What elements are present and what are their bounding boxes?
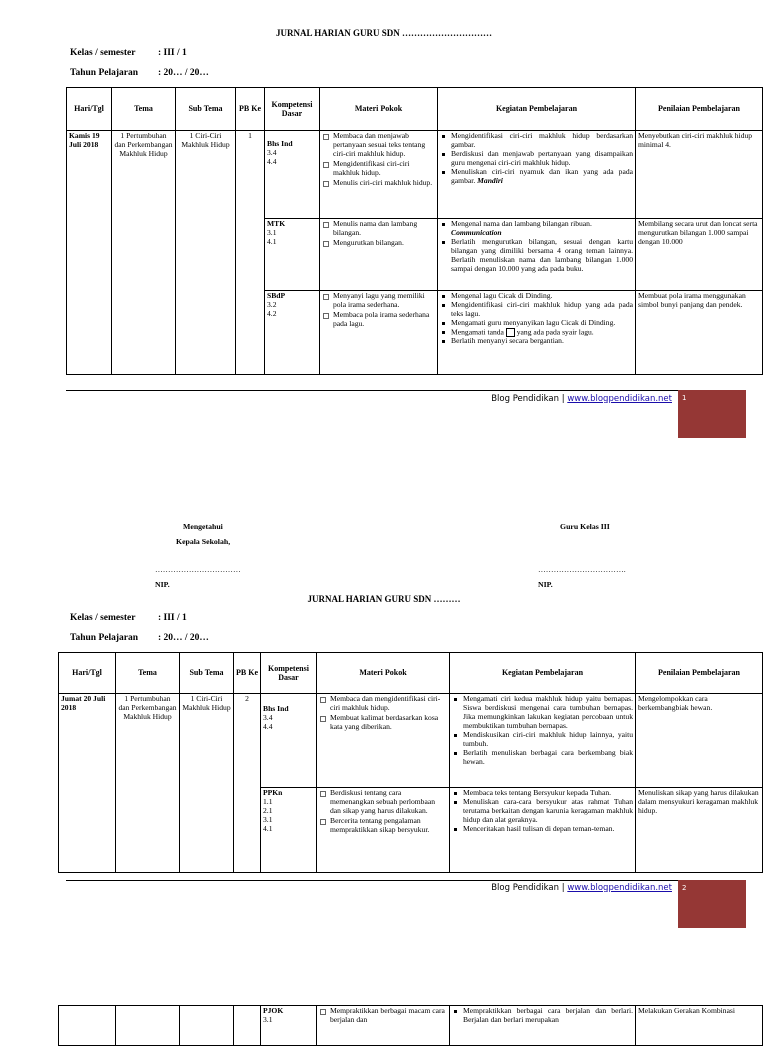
kd-item: 4.1 bbox=[263, 823, 273, 833]
page-number-box-2 bbox=[678, 880, 746, 928]
hari-cell bbox=[59, 1006, 116, 1046]
header-kd: Kompetensi Dasar bbox=[261, 653, 317, 694]
signature-line-right: ……………………………. bbox=[538, 565, 626, 574]
materi-item: Mengidentifikasi ciri-ciri makhluk hidup. bbox=[322, 160, 435, 178]
hari-cell: Jumat 20 Juli 2018 bbox=[59, 694, 116, 873]
pb-cell bbox=[234, 1006, 261, 1046]
penilaian-cell: Membilang secara urut dan loncat serta mengurutkan bilangan 1.000 sampai dengan 10.000 bbox=[636, 219, 763, 291]
kegiatan-item: Mengidentifikasi ciri-ciri makhluk hidup yang ada pada teks lagu. bbox=[440, 301, 633, 319]
kegiatan-item: Berlatih menuliskan berbagai cara berkembang biak hewan. bbox=[452, 749, 633, 767]
kd-item: 3.4 bbox=[267, 147, 277, 157]
subtema-cell: 1 Ciri-Ciri Makhluk Hidup bbox=[180, 694, 234, 873]
nip-left: NIP. bbox=[155, 580, 170, 589]
kelas-label: Kelas / semester bbox=[70, 48, 136, 58]
materi-item: Berdiskusi tentang cara memenangkan sebuah perlombaan dan sikap yang harus dilakukan. bbox=[319, 789, 447, 816]
materi-cell bbox=[317, 788, 450, 873]
tema-cell: 1 Pertumbuhan dan Perkembangan Makhluk Hidup bbox=[112, 131, 176, 375]
tahun-label: Tahun Pelajaran bbox=[70, 633, 139, 643]
penilaian-cell: Melakukan Gerakan Kombinasi bbox=[636, 1006, 763, 1046]
header-tema: Tema bbox=[116, 653, 180, 694]
kelas-value: : III / 1 bbox=[158, 48, 187, 58]
kegiatan-emphasis: Communication bbox=[451, 227, 502, 237]
footer-link[interactable]: www.blogpendidikan.net bbox=[567, 883, 672, 893]
kd-item: 3.1 bbox=[267, 227, 277, 237]
kegiatan-item: Menuliskan ciri-ciri nyamuk dan ikan yang ada pada gambar. Mandiri bbox=[440, 168, 633, 186]
kd-item: 4.4 bbox=[263, 721, 273, 731]
kd-item: 4.1 bbox=[267, 236, 277, 246]
kegiatan-item: Mengenal nama dan lambang bilangan ribuan. Communication bbox=[440, 220, 633, 238]
tema-cell: 1 Pertumbuhan dan Perkembangan Makhluk Hidup bbox=[116, 694, 180, 873]
header-penilaian: Penilaian Pembelajaran bbox=[636, 653, 763, 694]
kegiatan-item: Berlatih mengurutkan bilangan, sesuai dengan kartu bilangan yang dimiliki bersama 4 orang teman lainnya. Berlatih menuliskan nama dan lambang bilangan 1.000 sampai dengan 10.000 yang ada pada buku. bbox=[440, 238, 633, 274]
footer-text: Blog Pendidikan | bbox=[491, 883, 565, 893]
footer-1 bbox=[491, 394, 672, 404]
materi-item: Menyanyi lagu yang memiliki pola irama sederhana. bbox=[322, 292, 435, 310]
kegiatan-item: Mengamati tanda yang ada pada syair lagu. bbox=[440, 328, 633, 337]
footer-rule-1 bbox=[66, 390, 678, 391]
header-hari: Hari/Tgl bbox=[59, 653, 116, 694]
mapel-label: SBdP bbox=[267, 291, 286, 300]
tahun-value: : 20… / 20… bbox=[158, 633, 209, 643]
materi-cell bbox=[317, 1006, 450, 1046]
mapel-label: PJOK bbox=[263, 1006, 284, 1015]
kd-item: 3.2 bbox=[267, 299, 277, 309]
materi-item: Membaca dan menjawab pertanyaan sesuai teks tentang ciri-ciri makhluk hidup. bbox=[322, 132, 435, 159]
materi-item: Membaca dan mengidentifikasi ciri-ciri makhluk hidup. bbox=[319, 695, 447, 713]
pb-cell: 1 bbox=[236, 131, 265, 375]
kegiatan-cell bbox=[438, 219, 636, 291]
kelas-row-1 bbox=[70, 48, 187, 58]
header-subtema: Sub Tema bbox=[176, 88, 236, 131]
journal-table-2 bbox=[58, 652, 763, 873]
kd-cell bbox=[261, 694, 317, 788]
kegiatan-item: Mendiskusikan ciri-ciri makhluk hidup lainnya, yaitu tumbuh. bbox=[452, 731, 633, 749]
kd-item: 2.1 bbox=[263, 805, 273, 815]
penilaian-cell: Menuliskan sikap yang harus dilakukan dalam mensyukuri keragaman makhluk hidup. bbox=[636, 788, 763, 873]
page-title-1: JURNAL HARIAN GURU SDN ………………………… bbox=[275, 28, 492, 38]
materi-cell bbox=[320, 131, 438, 219]
kd-cell bbox=[265, 131, 320, 219]
page-number-box-1 bbox=[678, 390, 746, 438]
kelas-value: : III / 1 bbox=[158, 613, 187, 623]
header-subtema: Sub Tema bbox=[180, 653, 234, 694]
kd-cell bbox=[265, 291, 320, 375]
tahun-row-2 bbox=[70, 633, 209, 643]
header-pb: PB Ke bbox=[236, 88, 265, 131]
kegiatan-item: Mempraktikkan berbagai cara berjalan dan berlari. Berjalan dan berlari merupakan bbox=[452, 1007, 633, 1025]
header-hari: Hari/Tgl bbox=[67, 88, 112, 131]
materi-item: Membuat kalimat berdasarkan kosa kata yang diberikan. bbox=[319, 714, 447, 732]
header-pb: PB Ke bbox=[234, 653, 261, 694]
mapel-label: Bhs Ind bbox=[263, 704, 289, 713]
kegiatan-cell bbox=[438, 291, 636, 375]
header-kegiatan: Kegiatan Pembelajaran bbox=[438, 88, 636, 131]
kegiatan-item: Berlatih menyanyi secara bergantian. bbox=[440, 337, 633, 346]
kepala-sekolah-label: Kepala Sekolah, bbox=[176, 537, 231, 546]
header-tema: Tema bbox=[112, 88, 176, 131]
signature-line-left: …………………………… bbox=[155, 565, 241, 574]
kd-cell bbox=[261, 788, 317, 873]
header-materi: Materi Pokok bbox=[320, 88, 438, 131]
penilaian-cell: Membuat pola irama menggunakan simbol bunyi panjang dan pendek. bbox=[636, 291, 763, 375]
hari-cell: Kamis 19 Juli 2018 bbox=[67, 131, 112, 375]
tahun-row-1 bbox=[70, 68, 209, 78]
kd-item: 3.1 bbox=[263, 1014, 273, 1024]
penilaian-cell: Mengelompokkan cara berkembangbiak hewan. bbox=[636, 694, 763, 788]
journal-table-3 bbox=[58, 1005, 763, 1046]
materi-item: Menulis nama dan lambang bilangan. bbox=[322, 220, 435, 238]
footer-2 bbox=[491, 883, 672, 893]
footer-link[interactable]: www.blogpendidikan.net bbox=[567, 394, 672, 404]
header-materi: Materi Pokok bbox=[317, 653, 450, 694]
kegiatan-cell bbox=[450, 694, 636, 788]
tema-cell bbox=[116, 1006, 180, 1046]
kd-item: 3.1 bbox=[263, 814, 273, 824]
kd-cell bbox=[265, 219, 320, 291]
header-kd: Kompetensi Dasar bbox=[265, 88, 320, 131]
materi-cell bbox=[317, 694, 450, 788]
materi-cell bbox=[320, 291, 438, 375]
footer-rule-2 bbox=[66, 880, 678, 881]
subtema-cell bbox=[180, 1006, 234, 1046]
kegiatan-item: Membaca teks tentang Bersyukur kepada Tuhan. bbox=[452, 789, 633, 798]
kegiatan-item: Berdiskusi dan menjawab pertanyaan yang disampaikan guru mengenai ciri-ciri makhluk hidup. bbox=[440, 150, 633, 168]
kelas-row-2 bbox=[70, 613, 187, 623]
subtema-cell: 1 Ciri-Ciri Makhluk Hidup bbox=[176, 131, 236, 375]
materi-item: Membaca pola irama sederhana pada lagu. bbox=[322, 311, 435, 329]
kegiatan-item: Mengenal lagu Cicak di Dinding. bbox=[440, 292, 633, 301]
tahun-value: : 20… / 20… bbox=[158, 68, 209, 78]
kegiatan-emphasis: Mandiri bbox=[477, 175, 503, 185]
kegiatan-cell bbox=[450, 1006, 636, 1046]
kd-item: 1.1 bbox=[263, 796, 273, 806]
materi-item: Menulis ciri-ciri makhluk hidup. bbox=[322, 179, 435, 188]
mapel-label: Bhs Ind bbox=[267, 139, 293, 148]
page-title-2: JURNAL HARIAN GURU SDN ……… bbox=[307, 594, 461, 604]
page-number: 1 bbox=[682, 394, 687, 402]
kegiatan-item: Menceritakan hasil tulisan di depan teman-teman. bbox=[452, 825, 633, 834]
tahun-label: Tahun Pelajaran bbox=[70, 68, 139, 78]
kegiatan-cell bbox=[450, 788, 636, 873]
footer-text: Blog Pendidikan | bbox=[491, 394, 565, 404]
mengetahui-label: Mengetahui bbox=[183, 522, 223, 531]
kd-cell bbox=[261, 1006, 317, 1046]
pb-cell: 2 bbox=[234, 694, 261, 873]
kegiatan-item: Mengidentifikasi ciri-ciri makhluk hidup berdasarkan gambar. bbox=[440, 132, 633, 150]
kegiatan-item: Mengamati guru menyanyikan lagu Cicak di Dinding. bbox=[440, 319, 633, 328]
page-number: 2 bbox=[682, 884, 687, 892]
materi-item: Mengurutkan bilangan. bbox=[322, 239, 435, 248]
kd-item: 4.2 bbox=[267, 308, 277, 318]
materi-item: Mempraktikkan berbagai macam cara berjalan dan bbox=[319, 1007, 447, 1025]
penilaian-cell: Menyebutkan ciri-ciri makhluk hidup minimal 4. bbox=[636, 131, 763, 219]
journal-table-1 bbox=[66, 87, 763, 375]
kegiatan-item: Menuliskan cara-cara bersyukur atas rahmat Tuhan terutama berkaitan dengan karunia keragaman makhluk hidup dan alat geraknya. bbox=[452, 798, 633, 825]
materi-cell bbox=[320, 219, 438, 291]
kelas-label: Kelas / semester bbox=[70, 613, 136, 623]
header-penilaian: Penilaian Pembelajaran bbox=[636, 88, 763, 131]
mapel-label: MTK bbox=[267, 219, 286, 228]
kegiatan-item: Mengamati ciri kedua makhluk hidup yaitu bernapas. Siswa berdiskusi mengenai cara tumbuhan bernapas. Jika memungkinkan lakukan kegiatan percobaan untuk membuktikan tumbuhan bernapas. bbox=[452, 695, 633, 731]
kd-item: 4.4 bbox=[267, 156, 277, 166]
mapel-label: PPKn bbox=[263, 788, 283, 797]
kd-item: 3.4 bbox=[263, 712, 273, 722]
kegiatan-cell bbox=[438, 131, 636, 219]
guru-kelas-label: Guru Kelas III bbox=[560, 522, 610, 531]
nip-right: NIP. bbox=[538, 580, 553, 589]
materi-item: Bercerita tentang pengalaman mempraktikkan sikap bersyukur. bbox=[319, 817, 447, 835]
header-kegiatan: Kegiatan Pembelajaran bbox=[450, 653, 636, 694]
